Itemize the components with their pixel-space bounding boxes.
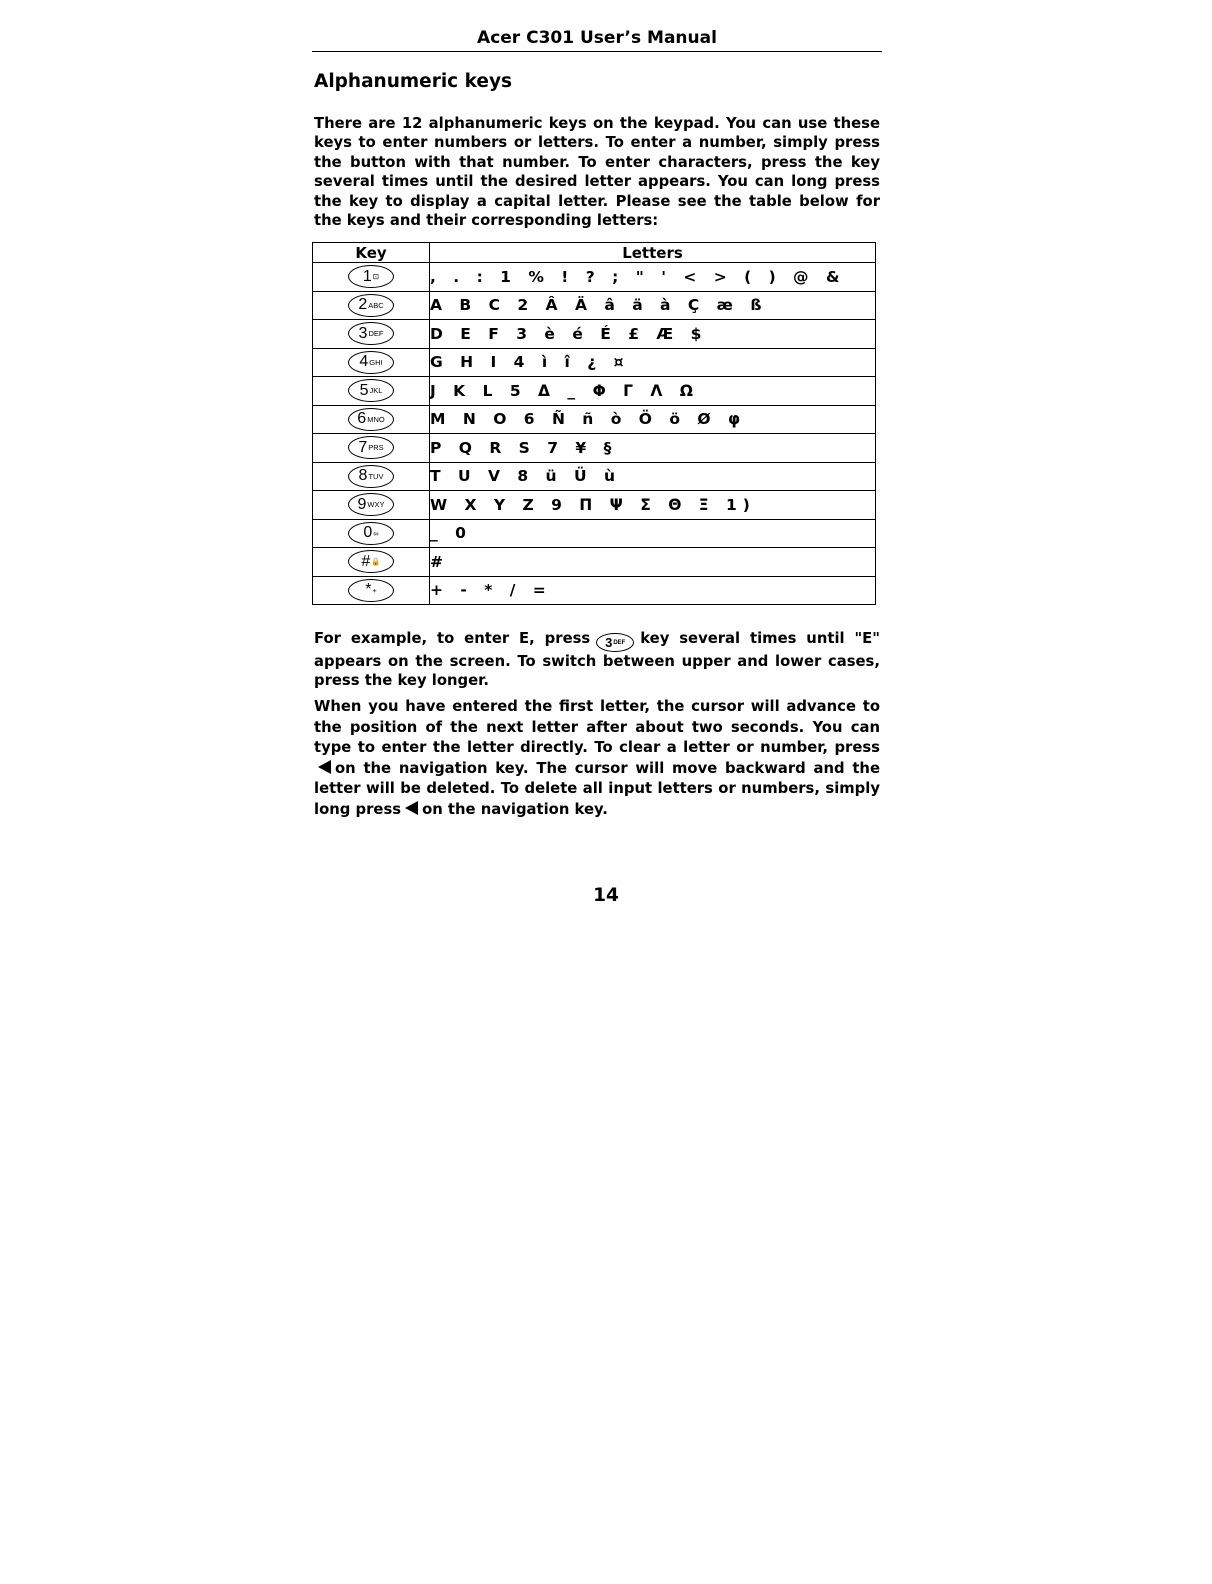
key-sub-label: + [372, 585, 377, 595]
key-label: 0 [363, 524, 373, 542]
left-arrow-icon [405, 801, 418, 815]
table-row [313, 491, 876, 520]
cursor-paragraph [314, 697, 880, 821]
header-title: Acer C301 User’s Manual [477, 28, 717, 48]
key-label: 2 [358, 296, 368, 314]
key-label: 5 [359, 381, 369, 399]
key-sub-label: GHI [369, 357, 383, 367]
key-cell [313, 548, 430, 577]
key-9-icon [348, 493, 394, 516]
example-text-end: key several times until "E" appears on the screen. To switch between upper and lower cases, press the key longer. [314, 630, 881, 690]
key-cell [313, 462, 430, 491]
letters-cell: G H I 4 ì î ¿ ¤ [430, 348, 876, 377]
letters-cell: D E F 3 è é É £ Æ $ [430, 320, 876, 349]
example-paragraph [314, 629, 880, 691]
key-12-icon [348, 579, 394, 602]
key-7-icon [348, 436, 394, 459]
key-sub-label: 🔒 [371, 557, 381, 566]
key-cell [313, 491, 430, 520]
table-body [313, 263, 876, 605]
key-label: 4 [359, 353, 369, 371]
key-cell [313, 405, 430, 434]
letters-cell: + - * / = [430, 576, 876, 605]
key-label: 7 [358, 438, 368, 456]
key-10-icon [348, 522, 394, 545]
key-5-icon [348, 379, 394, 402]
table-row [313, 462, 876, 491]
section-heading: Alphanumeric keys [314, 71, 513, 92]
table-row [313, 519, 876, 548]
key-cell [313, 576, 430, 605]
inline-key-sub-label: DEF [613, 639, 626, 646]
page-number: 14 [593, 885, 619, 906]
key-cell [313, 291, 430, 320]
letters-cell: M N O 6 Ñ ñ ò Ö ö Ø φ [430, 405, 876, 434]
key-sub-label: DEF [368, 329, 384, 338]
table-row [313, 548, 876, 577]
key-label: 6 [357, 410, 367, 428]
table-row [313, 434, 876, 463]
inline-key-label: 3 [605, 635, 613, 650]
letters-cell: _ 0 [430, 519, 876, 548]
table-header-row [313, 243, 876, 263]
key-sub-label: WXY [367, 500, 385, 509]
left-arrow-icon [318, 760, 331, 774]
cursor-text-3: on the navigation key. [422, 800, 608, 818]
header-divider [312, 51, 882, 52]
key-sub-label: PRS [368, 443, 384, 452]
key-label: 1 [362, 267, 372, 285]
key-sub-label: ∞ [373, 528, 379, 538]
key-cell [313, 320, 430, 349]
key-6-icon [348, 408, 394, 431]
key-4-icon [348, 351, 394, 374]
key-sub-label: JKL [369, 386, 383, 395]
key-label: 9 [357, 495, 367, 513]
key-sub-label: ABC [368, 300, 384, 310]
letters-cell: , . : 1 % ! ? ; " ' < > ( ) @ & [430, 263, 876, 292]
key-1-icon [348, 265, 394, 288]
letters-cell: A B C 2 Â Ä â ä à Ç æ ß [430, 291, 876, 320]
table-row [313, 320, 876, 349]
key-cell [313, 348, 430, 377]
letters-cell: J K L 5 Δ _ Φ Γ Λ Ω [430, 377, 876, 406]
key-label: 3 [358, 324, 368, 342]
letters-cell: P Q R S 7 ¥ § [430, 434, 876, 463]
key-cell [313, 519, 430, 548]
column-header-letters: Letters [430, 243, 876, 263]
table-row [313, 291, 876, 320]
key-letter-table [312, 242, 876, 605]
key-3-icon [596, 633, 634, 652]
letters-cell: # [430, 548, 876, 577]
key-3-icon [348, 322, 394, 345]
table-row [313, 377, 876, 406]
key-sub-label: ⊡ [372, 272, 380, 281]
key-11-icon [348, 550, 394, 573]
cursor-text-1: When you have entered the first letter, the cursor will advance to the position of the next letter after about two seconds. You can type to enter the letter directly. To clear a letter or number, press [314, 698, 880, 757]
table-row [313, 405, 876, 434]
key-sub-label: MNO [367, 414, 385, 424]
key-8-icon [348, 465, 394, 488]
example-text-start: For example, to enter E, press [314, 630, 591, 647]
key-cell [313, 263, 430, 292]
key-label: * [365, 581, 372, 599]
table-row [313, 263, 876, 292]
key-2-icon [348, 294, 394, 317]
intro-paragraph: There are 12 alphanumeric keys on the keypad. You can use these keys to enter numbers or letters. To enter a number, simply press the button with that number. To enter characters, press the key several times until the desired letter appears. You can long press the key to display a capital letter. Please see the table below for the keys and their corresponding letters: [314, 115, 880, 230]
table-row [313, 348, 876, 377]
letters-cell: W X Y Z 9 Π Ψ Σ Θ Ξ 1) [430, 491, 876, 520]
cursor-text-2: on the navigation key. The cursor will move backward and the letter will be deleted. To delete all input letters or numbers, simply long press [314, 759, 880, 818]
key-label: 8 [358, 467, 368, 485]
key-sub-label: TUV [368, 471, 384, 481]
table-row [313, 576, 876, 605]
key-label: # [361, 552, 371, 570]
key-cell [313, 377, 430, 406]
key-cell [313, 434, 430, 463]
letters-cell: T U V 8 ü Ü ù [430, 462, 876, 491]
column-header-key: Key [313, 243, 430, 263]
